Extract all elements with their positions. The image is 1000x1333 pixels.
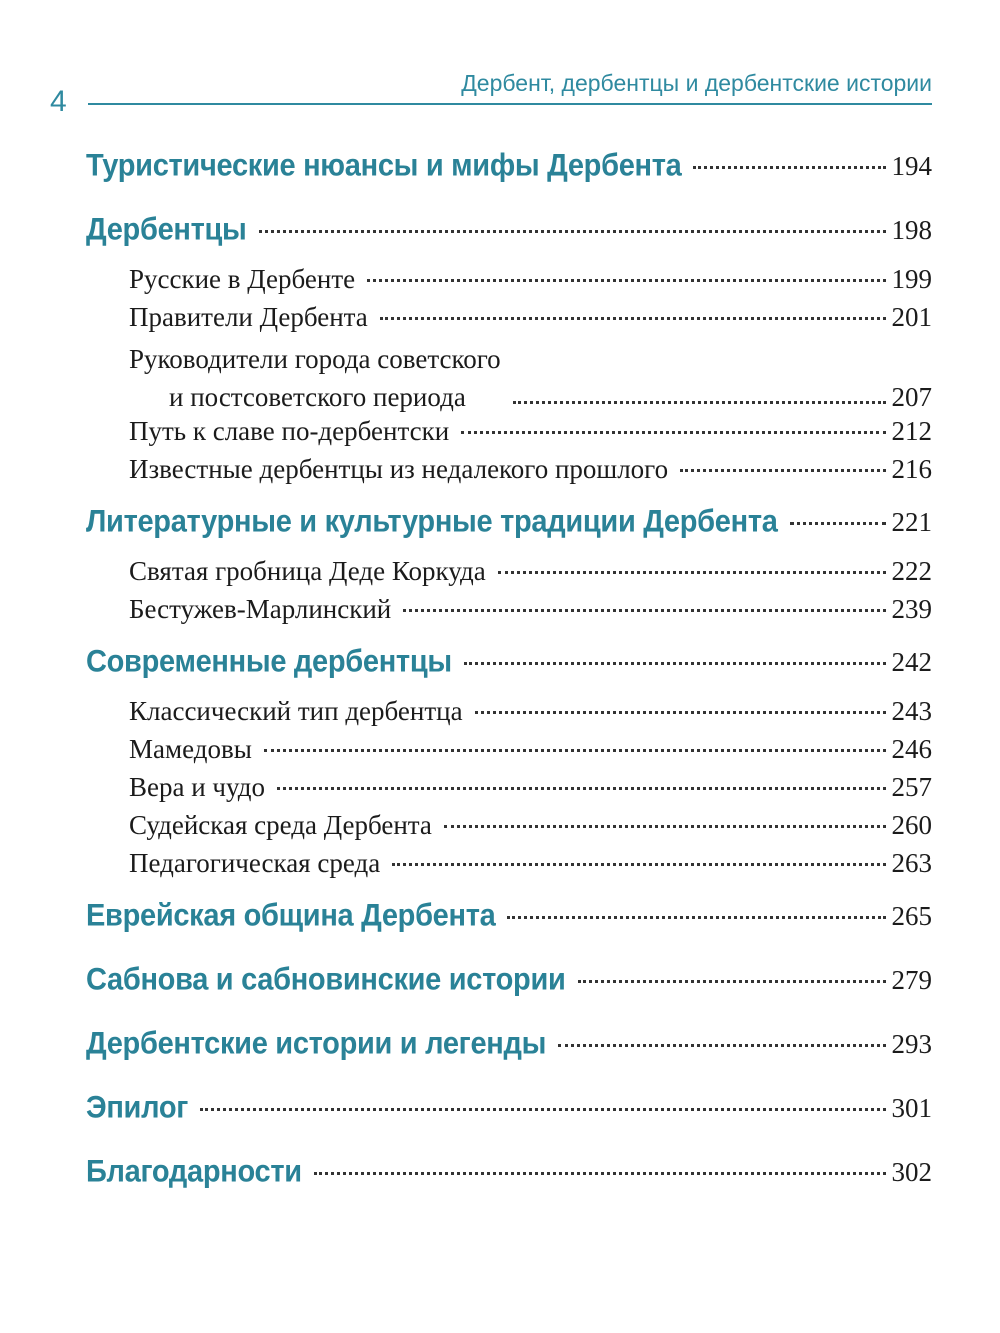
dot-leader bbox=[367, 279, 885, 282]
page-number: 4 bbox=[50, 85, 67, 118]
toc-subsection bbox=[86, 556, 932, 594]
dot-leader bbox=[507, 916, 885, 919]
toc-section bbox=[86, 964, 932, 1014]
toc-subsection-title: Русские в Дербенте bbox=[129, 264, 356, 294]
toc-subsection bbox=[86, 454, 932, 492]
toc-section-title: Еврейская община Дербента bbox=[86, 898, 496, 934]
toc-page-number: 242 bbox=[891, 647, 932, 677]
dot-leader bbox=[498, 571, 886, 574]
toc-section bbox=[86, 1092, 932, 1142]
toc-section bbox=[86, 214, 932, 264]
toc-subsection bbox=[86, 772, 932, 810]
dot-leader bbox=[790, 522, 886, 525]
dot-leader bbox=[461, 431, 885, 434]
dot-leader bbox=[693, 166, 885, 169]
toc-section-title: Эпилог bbox=[86, 1090, 189, 1126]
dot-leader bbox=[403, 609, 885, 612]
dot-leader bbox=[680, 469, 885, 472]
toc-page-number: 199 bbox=[891, 264, 932, 294]
toc-page-number: 293 bbox=[891, 1029, 932, 1059]
toc-section-title: Дербентские истории и легенды bbox=[86, 1026, 547, 1062]
toc-section-title: Благодарности bbox=[86, 1154, 302, 1190]
toc-page-number: 302 bbox=[891, 1157, 932, 1187]
toc-page-number: 212 bbox=[891, 416, 932, 446]
toc-page-number: 265 bbox=[891, 901, 932, 931]
toc-page-number: 207 bbox=[891, 382, 932, 412]
toc-subsection bbox=[86, 264, 932, 302]
toc-section-title: Литературные и культурные традиции Дербента bbox=[86, 504, 778, 540]
dot-leader bbox=[380, 317, 886, 320]
toc-section bbox=[86, 1156, 932, 1206]
toc-page-number: 246 bbox=[891, 734, 932, 764]
dot-leader bbox=[200, 1108, 885, 1111]
toc-section-title: Современные дербентцы bbox=[86, 644, 452, 680]
dot-leader bbox=[277, 787, 885, 790]
toc-subsection-title: Судейская среда Дербента bbox=[129, 810, 432, 840]
toc-subsection-title: Правители Дербента bbox=[129, 302, 368, 332]
header-rule bbox=[88, 103, 932, 105]
dot-leader bbox=[475, 711, 886, 714]
dot-leader bbox=[264, 749, 886, 752]
dot-leader bbox=[464, 662, 886, 665]
dot-leader bbox=[392, 863, 885, 866]
toc-subsection-title: Мамедовы bbox=[129, 734, 252, 764]
toc-subsection-title: Классический тип дербентца bbox=[129, 696, 463, 726]
toc-subsection bbox=[86, 416, 932, 454]
toc-subsection bbox=[86, 594, 932, 632]
running-title: Дербент, дербентцы и дербентские истории bbox=[461, 70, 932, 96]
toc-subsection-title: Святая гробница Деде Коркуда bbox=[129, 556, 486, 586]
toc-subsection-title: Вера и чудо bbox=[129, 772, 266, 802]
toc-subsection bbox=[86, 848, 932, 886]
toc-page-number: 222 bbox=[891, 556, 932, 586]
toc-page-number: 239 bbox=[891, 594, 932, 624]
toc-page-number: 216 bbox=[891, 454, 932, 484]
dot-leader bbox=[259, 230, 886, 233]
toc-section bbox=[86, 150, 932, 200]
toc-subsection-title: Педагогическая среда bbox=[129, 848, 381, 878]
toc-section-title: Сабнова и сабновинские истории bbox=[86, 962, 566, 998]
toc-page-number: 260 bbox=[891, 810, 932, 840]
toc-section bbox=[86, 506, 932, 556]
toc-subsection bbox=[86, 696, 932, 734]
toc-page-number: 198 bbox=[891, 215, 932, 245]
toc-subsection bbox=[86, 810, 932, 848]
toc-page-number: 194 bbox=[891, 151, 932, 181]
toc-subsection bbox=[86, 302, 932, 340]
toc-subsection-title: Бестужев-Марлинский bbox=[129, 594, 392, 624]
toc-section bbox=[86, 900, 932, 950]
toc-subsection-title bbox=[129, 340, 501, 416]
toc-subsection-title: Известные дербентцы из недалекого прошлого bbox=[129, 454, 669, 484]
toc-section-title: Туристические нюансы и мифы Дербента bbox=[86, 148, 682, 184]
toc-subsection bbox=[86, 340, 932, 416]
toc-subsection bbox=[86, 734, 932, 772]
toc-page-number: 301 bbox=[891, 1093, 932, 1123]
toc-section-title: Дербентцы bbox=[86, 212, 247, 248]
table-of-contents bbox=[86, 150, 932, 1206]
toc-page-number: 221 bbox=[891, 507, 932, 537]
toc-section bbox=[86, 1028, 932, 1078]
dot-leader bbox=[578, 980, 886, 983]
dot-leader bbox=[314, 1172, 886, 1175]
dot-leader bbox=[558, 1044, 885, 1047]
toc-page-number: 201 bbox=[891, 302, 932, 332]
toc-page-number: 257 bbox=[891, 772, 932, 802]
dot-leader bbox=[513, 401, 886, 404]
toc-title-line-1: Руководители города советского bbox=[129, 344, 501, 374]
toc-page-number: 263 bbox=[891, 848, 932, 878]
toc-subsection-title: Путь к славе по-дербентски bbox=[129, 416, 450, 446]
page-header bbox=[0, 0, 1000, 120]
dot-leader bbox=[444, 825, 886, 828]
toc-page-number: 243 bbox=[891, 696, 932, 726]
toc-page-number: 279 bbox=[891, 965, 932, 995]
toc-section bbox=[86, 646, 932, 696]
toc-title-line-2: и постсоветского периода bbox=[169, 382, 466, 412]
